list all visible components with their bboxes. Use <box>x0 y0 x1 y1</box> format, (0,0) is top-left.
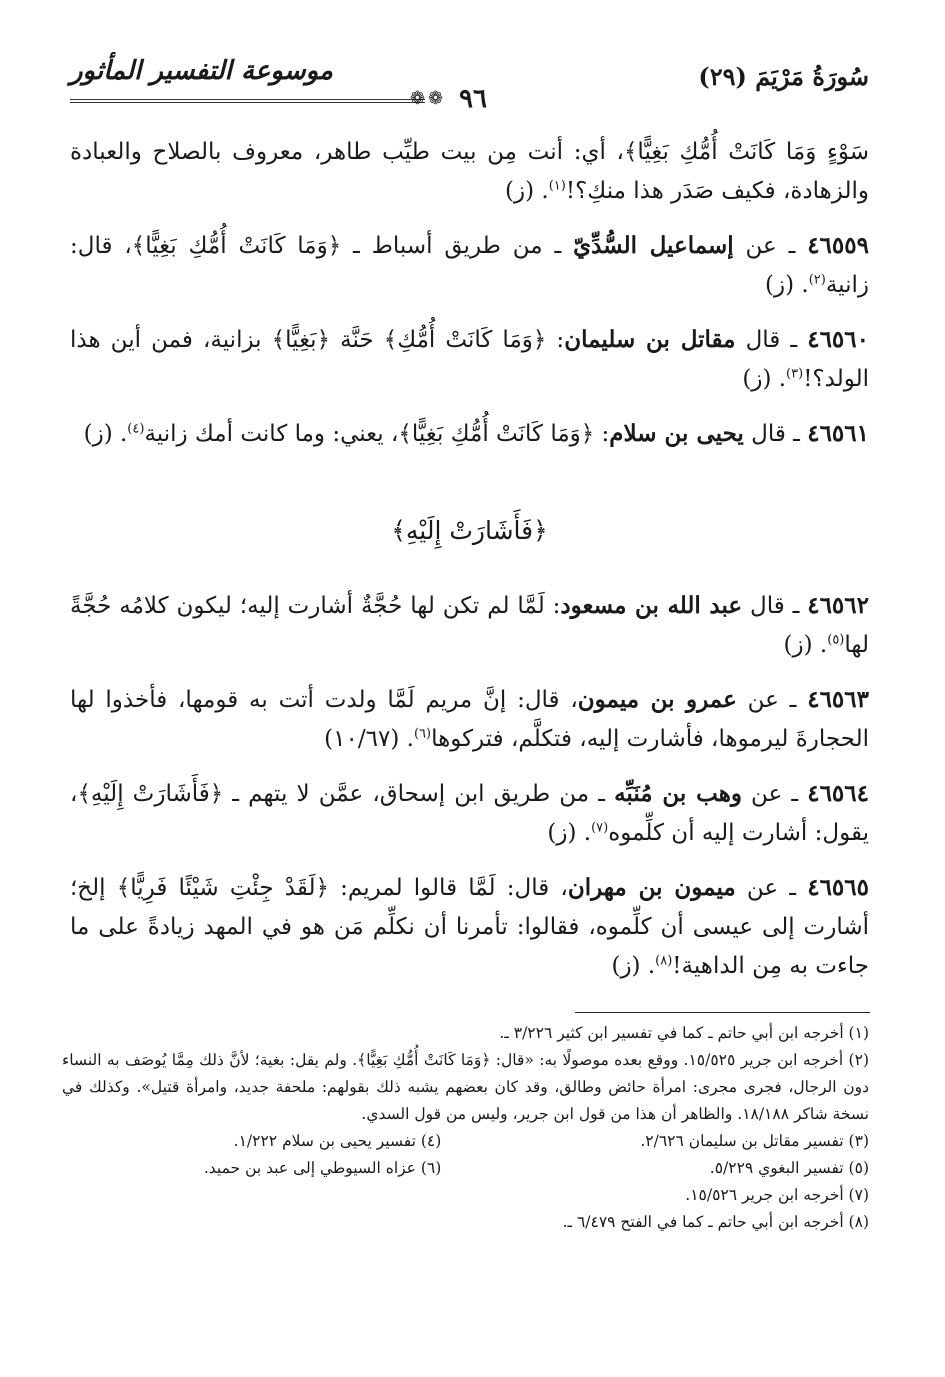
narration-paragraph <box>70 774 869 853</box>
text-segment: ـ قال <box>735 327 808 353</box>
section-heading: ﴿فَأَشَارَتْ إِلَيْهِ﴾ <box>391 516 548 545</box>
footnote-7: (٧) أخرجه ابن جرير ١٥/٥٢٦. <box>685 1186 869 1204</box>
footnote-ref: (٢) <box>808 272 826 288</box>
text-segment: ، يقول: أشارت إليه أن كلِّموه <box>70 781 869 846</box>
paragraph-group-1 <box>70 133 869 454</box>
text-segment: ـ من طريق أسباط ـ <box>341 233 574 259</box>
text-segment: ـ عن <box>741 781 808 807</box>
quran-quote: سَوْءٍ وَمَا كَانَتْ أُمُّكِ بَغِيًّا﴾ <box>623 139 869 165</box>
narration-paragraph <box>70 133 869 211</box>
narration-paragraph <box>70 414 869 454</box>
text-segment: . (ز) <box>783 632 828 658</box>
text-segment: : <box>546 327 565 353</box>
footnote-ref: (١) <box>548 178 566 194</box>
text-segment: بزانية، فمن أين هذا الولد؟! <box>70 327 869 392</box>
ornament-icon: ❁ <box>428 88 444 109</box>
text-segment: : <box>594 421 610 447</box>
narrator-name: مقاتل بن سليمان <box>564 326 736 353</box>
text-segment: ـ من طريق ابن إسحاق، عمَّن لا يتهم ـ <box>223 781 615 807</box>
narration-number: ٤٦٥٦٠ <box>807 326 869 353</box>
running-header-surah: سُورَةُ مَرْيَمَ (٢٩) <box>698 62 869 91</box>
narrator-name: عمرو بن ميمون <box>577 686 737 713</box>
text-segment: ، أي: أنت مِن بيت طيِّب طاهر، معروف بالصلاح والعبادة والزهادة، فكيف صَدَر هذا منكِ؟! <box>70 139 869 204</box>
footnotes <box>62 1020 869 1236</box>
footnote-row <box>62 1128 869 1155</box>
narration-paragraph <box>70 586 869 665</box>
paragraph-group-2 <box>70 586 869 986</box>
text-segment: . (ز) <box>765 272 809 298</box>
quran-quote: ﴿وَمَا كَانَتْ أُمُّكِ﴾ <box>383 327 547 353</box>
footnote-ref: (٥) <box>827 632 845 648</box>
text-segment: ، قال: لَمَّا قالوا لمريم: <box>328 875 568 901</box>
narration-paragraph <box>70 680 869 759</box>
narrator-name: عبد الله بن مسعود <box>560 592 743 619</box>
narration-paragraph <box>70 226 869 305</box>
footnote-1: (١) أخرجه ابن أبي حاتم ـ كما في تفسير ابن كثير ٣/٢٢٦ ـ. <box>499 1024 869 1042</box>
narration-number: ٤٦٥٦٣ <box>807 686 869 713</box>
ornament-icon: ❁ <box>409 88 425 109</box>
text-segment: . (ز) <box>742 366 787 392</box>
narration-number: ٤٦٥٦٢ <box>807 592 869 619</box>
footnote-row <box>62 1155 869 1182</box>
narrator-name: إسماعيل السُّدِّيّ <box>573 232 734 259</box>
text-segment: . (ز) <box>83 421 128 447</box>
narration-number: ٤٦٥٦٥ <box>807 874 869 901</box>
text-segment: ، يعني: وما كانت أمك زانية <box>144 421 399 447</box>
main-text <box>70 133 869 1001</box>
narration-number: ٤٦٥٦١ <box>807 420 869 447</box>
footnote-6: (٦) عزاه السيوطي إلى عبد بن حميد. <box>203 1159 442 1177</box>
narration-number: ٤٦٥٥٩ <box>807 232 869 259</box>
footnote-ref: (٦) <box>413 726 432 742</box>
text-segment: . (ز) <box>611 953 656 979</box>
text-segment: ـ قال <box>743 421 808 447</box>
text-segment: ـ عن <box>736 687 808 713</box>
narrator-name: يحيى بن سلام <box>609 420 744 447</box>
footnote-4: (٤) تفسير يحيى بن سلام ١/٢٢٢. <box>233 1132 442 1150</box>
footnote-5: (٥) تفسير البغوي ٥/٢٢٩. <box>709 1159 869 1177</box>
text-segment: . (ز) <box>505 178 549 204</box>
narrator-name: ميمون بن مهران <box>567 874 736 901</box>
quran-quote: ﴿بَغِيًّا﴾ <box>271 327 331 353</box>
text-segment: حَنَّة <box>330 327 384 353</box>
footnote-2: (٢) أخرجه ابن جرير ١٥/٥٢٥. ووقع بعده موصولًا به: «قال: ﴿وَمَا كَانَتْ أُمُّكِ بَغِيًّا﴾. ولم يقل: بغية؛ لأنَّ ذلك مِمَّا يُوصَف به النساء دون الرجال، فجرى مجرى: امرأة حائض وطالق، وقد كان بعضهم يشبه ذلك بقولهم: ملحفة جديد، وامرأة قتيل». وكذلك في نسخة شاكر ١٨/١٨٨. والظاهر أن هذا من قول ابن جرير، وليس من قول السدي. <box>62 1051 869 1123</box>
page-number: ٩٦ <box>459 84 487 114</box>
text-segment: ـ عن <box>733 233 808 259</box>
text-segment: . (١٠/٦٧) <box>324 726 414 752</box>
footnote-ref: (٧) <box>591 820 609 836</box>
running-header-book-title: موسوعة التفسير المأثور <box>70 56 333 86</box>
text-segment: ، قال: زانية <box>70 233 869 298</box>
narration-paragraph <box>70 868 869 986</box>
footnote-8: (٨) أخرجه ابن أبي حاتم ـ كما في الفتح ٦/٤٧٩ ـ. <box>562 1213 869 1231</box>
footnote-ref: (٣) <box>786 366 804 382</box>
text-segment: إلخ؛ أشارت إلى عيسى أن كلِّموه، فقالوا: تأمرنا أن نكلِّم مَن هو في المهد زيادةً على ما جاءت به مِن الداهية! <box>70 875 869 979</box>
quran-quote: ﴿وَمَا كَانَتْ أُمُّكِ بَغِيًّا﴾ <box>398 421 595 447</box>
footnote-3: (٣) تفسير مقاتل بن سليمان ٢/٦٢٦. <box>640 1132 869 1150</box>
header-rule-left <box>70 99 425 103</box>
footnote-ref: (٨) <box>655 953 673 969</box>
narration-number: ٤٦٥٦٤ <box>807 780 869 807</box>
footnote-ref: (٤) <box>127 421 145 437</box>
text-segment: ـ قال <box>742 593 808 619</box>
text-segment: ـ عن <box>735 875 808 901</box>
narration-paragraph <box>70 320 869 399</box>
quran-quote: ﴿فَأَشَارَتْ إِلَيْهِ﴾ <box>77 781 224 807</box>
text-segment: ، قال: إنَّ مريم لَمَّا ولدت أتت به قومها، فأخذوا لها الحجارةَ ليرموها، فأشارت إليه، فتكلَّم، فتركوها <box>70 687 869 752</box>
text-segment: . (ز) <box>547 820 592 846</box>
text-segment: : لَمَّا لم تكن لها حُجَّةٌ أشارت إليه؛ ليكون كلامُه حُجَّةً لها <box>70 593 869 658</box>
footnote-separator <box>575 1012 870 1013</box>
quran-quote: ﴿وَمَا كَانَتْ أُمُّكِ بَغِيًّا﴾ <box>131 233 342 259</box>
quran-quote: ﴿لَقَدْ جِئْتِ شَيْئًا فَرِيًّا﴾ <box>116 875 329 901</box>
narrator-name: وهب بن مُنَبِّه <box>614 780 742 807</box>
